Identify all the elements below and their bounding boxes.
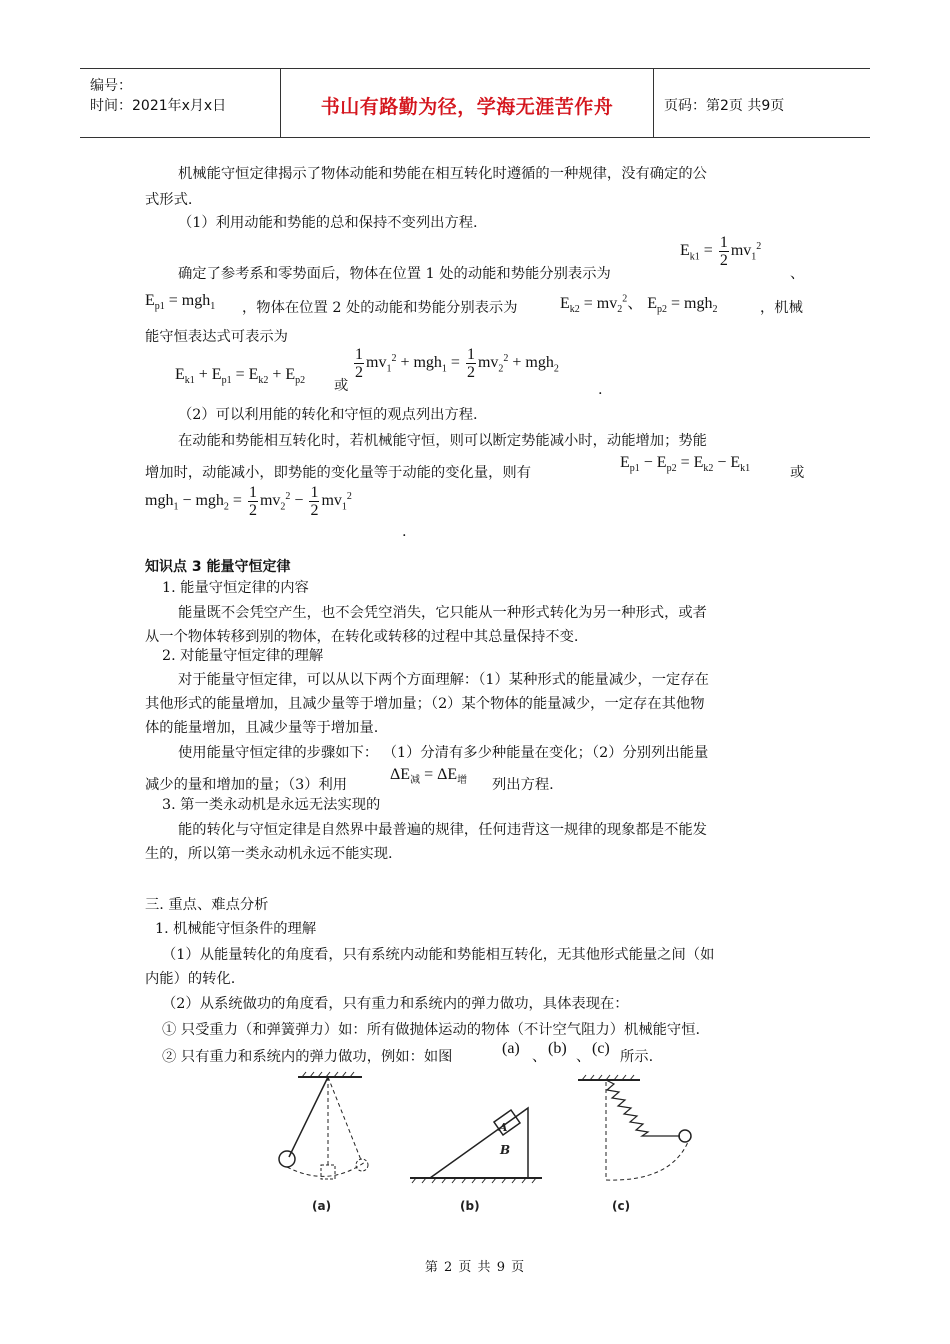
formula-delta-e: $\Delta E_减 = \Delta E_增$ — [390, 766, 468, 787]
figure-c-label: (c) — [612, 1199, 631, 1213]
header-right-cell — [654, 69, 870, 137]
understand-1e: ② 只有重力和系统内的弹力做功，例如：如图 — [162, 1049, 453, 1065]
formula-ek1: $E_{k1}$ = $\frac{1}{2}$ $mv_1^2$ — [680, 234, 762, 269]
dot-1: . — [598, 382, 603, 398]
understand-1-title: 1. 机械能守恒条件的理解 — [155, 921, 317, 937]
header-motto: 书山有路勤为径，学海无涯苦作舟 — [320, 96, 614, 118]
sub-2e: 减少的量和增加的量；（3）利用 — [145, 777, 348, 793]
dot-2: . — [402, 524, 407, 540]
page-label: 页码：第2页 共9页 — [664, 98, 785, 114]
block-b-label: B — [500, 1143, 511, 1157]
formula-delta-energy: $E_{p1} - E_{p2} = E_{k2} - E_{k1}$ — [620, 454, 751, 475]
sub-2f: 列出方程. — [492, 777, 554, 793]
fig-ref-comma-1: 、 — [532, 1049, 547, 1065]
formula-conservation-1: $E_{k1} + E_{p1} = E_{k2} + E_{p2}$ — [175, 366, 306, 387]
fig-ref-comma-2: 、 — [576, 1049, 591, 1065]
sep-1: 、 — [790, 266, 805, 282]
or-1: 或 — [334, 378, 349, 394]
para-2c: ，机械 — [760, 300, 803, 316]
para-2d: 能守恒表达式可表示为 — [145, 329, 288, 345]
header-left-cell — [80, 69, 281, 137]
block-a-label: A — [499, 1121, 508, 1134]
page-footer: 第 2 页 共 9 页 — [424, 1260, 526, 1275]
understand-1d: ① 只受重力（和弹簧弹力）如：所有做抛体运动的物体（不计空气阻力）机械能守恒. — [162, 1022, 701, 1038]
sub-2-title: 2. 对能量守恒定律的理解 — [162, 648, 324, 664]
sub-1a: 能量既不会凭空产生，也不会凭空消失，它只能从一种形式转化为另一种形式，或者 — [178, 605, 707, 621]
understand-1c: （2）从系统做功的角度看，只有重力和系统内的弹力做功，具体表现在： — [162, 996, 629, 1012]
sub-3b: 生的，所以第一类永动机永远不能实现. — [145, 846, 393, 862]
sub-3a: 能的转化与守恒定律是自然界中最普遍的规律，任何违背这一规律的现象都是不能发 — [178, 822, 707, 838]
method-1: （1）利用动能和势能的总和保持不变列出方程. — [178, 215, 478, 231]
sub-2b: 其他形式的能量增加，且减少量等于增加量；（2）某个物体的能量减少，一定存在其他物 — [145, 696, 705, 712]
understand-1a: （1）从能量转化的角度看，只有系统内动能和势能相互转化，无其他形式能量之间（如 — [162, 947, 715, 963]
sub-2d: 使用能量守恒定律的步骤如下： （1）分清有多少种能量在变化；（2）分别列出能量 — [178, 745, 709, 761]
fig-ref-c: (c) — [592, 1040, 610, 1057]
section-3-title: 三. 重点、难点分析 — [145, 897, 269, 913]
para-2a: 确定了参考系和零势面后，物体在位置 1 处的动能和势能分别表示为 — [178, 266, 611, 282]
formula-delta-energy-2: mgh$_1$ − mgh$_2$ = $\frac{1}{2}$ $mv_2^2$ − $\frac{1}{2}$ $mv_1^2$ — [145, 484, 352, 519]
para-3a: 在动能和势能相互转化时，若机械能守恒，则可以断定势能减小时，动能增加；势能 — [178, 433, 707, 449]
sub-2a: 对于能量守恒定律，可以从以下两个方面理解：（1）某种形式的能量减少，一定存在 — [178, 672, 709, 688]
figure-b-incline — [410, 1108, 542, 1183]
knowledge-point-3: 知识点 3 能量守恒定律 — [145, 559, 291, 575]
fig-ref-b: (b) — [548, 1040, 567, 1057]
sub-2c: 体的能量增加，且减少量等于增加量. — [145, 720, 379, 736]
page-header — [80, 68, 870, 138]
figure-b-label: (b) — [460, 1199, 480, 1213]
para-1a: 机械能守恒定律揭示了物体动能和势能在相互转化时遵循的一种规律，没有确定的公 — [178, 166, 707, 182]
fig-ref-suffix: 所示. — [620, 1049, 654, 1065]
para-2b: ，物体在位置 2 处的动能和势能分别表示为 — [242, 300, 518, 316]
header-center-cell — [281, 69, 654, 137]
figure-a-pendulum — [279, 1072, 368, 1179]
formula-conservation-2: $\frac{1}{2}$ $mv_1^2 + mgh_1$ = $\frac{1}{2}$ $mv_2^2 + mgh_2$ — [355, 346, 559, 381]
physics-figures — [270, 1070, 710, 1220]
or-2: 或 — [790, 465, 805, 481]
figure-a-label: (a) — [312, 1199, 332, 1213]
para-1b: 式形式. — [145, 192, 193, 208]
sub-3-title: 3. 第一类永动机是永远无法实现的 — [162, 797, 381, 813]
method-2: （2）可以利用能的转化和守恒的观点列出方程. — [178, 407, 478, 423]
time-label: 时间：2021年x月x日 — [90, 98, 227, 114]
fig-ref-a: (a) — [502, 1040, 520, 1057]
formula-ep1: $E_{p1} = mgh_1$ — [145, 292, 216, 313]
figure-c-spring — [578, 1075, 691, 1180]
sub-1b: 从一个物体转移到别的物体，在转化或转移的过程中其总量保持不变. — [145, 629, 579, 645]
formula-ek2-ep2: $E_{k2} = mv_2^2$、 $E_{p2} = mgh_2$ — [560, 293, 718, 316]
sub-1-title: 1. 能量守恒定律的内容 — [162, 580, 309, 596]
serial-label: 编号： — [90, 78, 132, 94]
para-3b: 增加时，动能减小，即势能的变化量等于动能的变化量，则有 — [145, 465, 532, 481]
understand-1b: 内能）的转化. — [145, 971, 236, 987]
